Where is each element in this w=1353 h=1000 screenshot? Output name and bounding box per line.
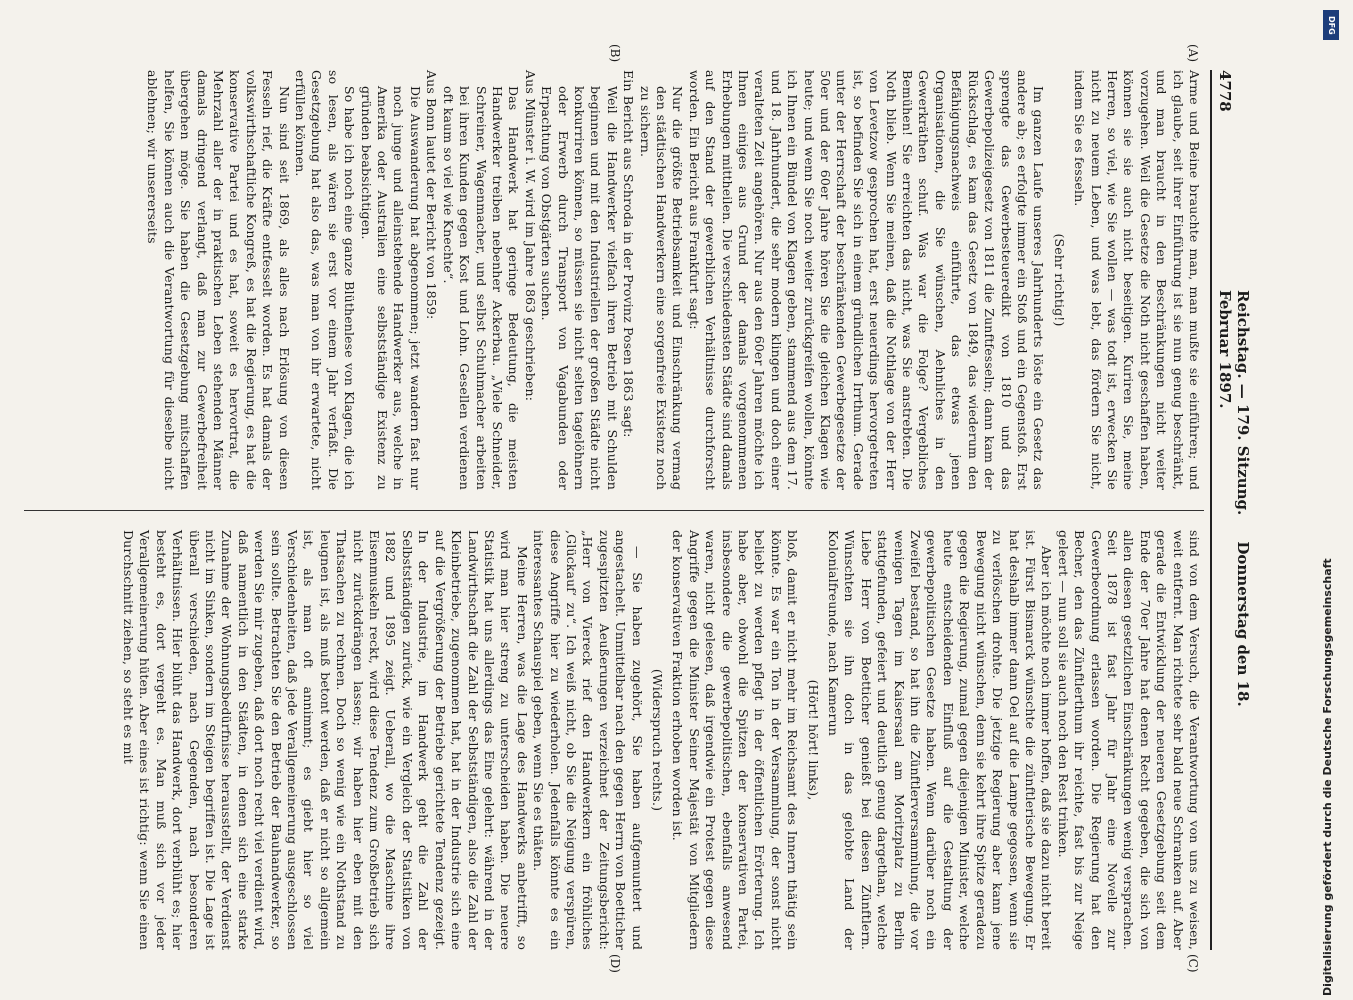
- paragraph: Aus Bonn lautet der Bericht von 1859:: [424, 70, 440, 320]
- dfg-logo: DFG: [1323, 10, 1339, 40]
- paragraph: Im ganzen Laufe unseres Jahrhunderts löste ein Gesetz das andere ab; es erfolgte immer ein Stoß und ein Gegenstoß. Erst sprengte das Gewerbesteueredikt von 1810 und das Gewerbepolizeigesetz von 1811 die Zunftfesseln; dann kam der Rückschlag, es kam das Gesetz von 1849, das wiederum den Befähigungsnachweis einführte, das etwas jenen Organisationen, die Sie wünschen, Aehnliches in den Gewerkräthen schuf. Was war die Folge? Vergebliches Bemühen! Sie erreichten das nicht, was Sie anstrebten. Die Noth blieb. Wenn Sie meinen, daß die Nothlage von der Herr von Levetzow gesprochen hat, erst neuerdings hervorgetreten ist, so befinden Sie sich in einem gründlichen Irrthum. Gerade unter der Herrschaft der beschränkenden Gewerbegesetze der 50er und der 60er Jahre hören Sie die gleichen Klagen wie heute; und wenn Sie noch weiter zurückgreifen wollen, könnte ich Ihnen ein Bündel von Klagen geben, stammend aus dem 17. und 18. Jahrhundert, die sehr modern klingen und doch einer veralteten Zeit angehören. Nur aus den 60er Jahren möchte ich Ihnen einiges aus Grund der damals vorgenommenen Erhebungen mittheilen. Die verschiedensten Städte sind damals auf den Stand der gewerblichen Verhältnisse durchforscht worden. Ein Bericht aus Frankfurt sagt:: [686, 70, 1047, 490]
- paragraph: sind von dem Versuch, die Verantwortung von uns zu weisen, weit entfernt. Man richtete sehr bald neue Schranken auf. Aber gerade die Entwicklung der neueren Gesetzgebung seit dem Ende der 70er Jahre hat denen Recht gegeben, die sich von allen diesen gesetzlichen Einschränkungen wenig versprachen. Seit 1878 ist fast Jahr für Jahr eine Novelle zur Gewerbeordnung erlassen worden. Die Regierung hat den Becher, den das Zünftlerthum ihr reichte, fast bis zur Neige geleert — nun soll sie auch noch den Rest trinken.: [1055, 530, 1202, 950]
- paragraph: — Sie haben zugehört, Sie haben aufgemuntert und angestachelt. Unmittelbar nach den gegen Herrn von Boetticher zugespitzten Aeußerungen verzeichnet der Zeitungsbericht: „Herr von Viereck rief den Handwerkern ein fröhliches ‚Glückauf‘ zu“. Ich weiß nicht, ob Sie die Neigung verspüren, diese Angriffe hier zu wiederholen. Jedenfalls könnte es ein interessantes Schauspiel geben, wenn Sie es thäten.: [531, 530, 645, 950]
- marker-a: (A): [1186, 44, 1200, 63]
- paragraph: So habe ich noch eine ganze Blüthenlese von Klagen, die ich so lesen, als wären sie erst vor einem Jahr verfaßt. Die Gesetzgebung hat also das, was man von ihr erwartete, nicht erfüllen können.: [293, 70, 358, 490]
- watermark-text: Digitalisierung gefördert durch die Deutsche Forschungsgemeinschaft: [1321, 558, 1334, 996]
- marker-b: (B): [608, 44, 622, 63]
- marker-d: (D): [608, 954, 622, 973]
- header-title: [1216, 290, 1252, 730]
- interjection: (Widerspruch rechts.): [650, 668, 665, 812]
- paragraph: bloß, damit er nicht mehr im Reichsamt des Innern thätig sein könnte. Es war ein Ton in der Versammlung, der sonst nicht beliebt zu werden pflegt in der öffentlichen Erörterung. Ich habe aber, obwohl die Spitzen der konservativen Partei, insbesondere die gewerbepolitischen, ebenfalls anwesend waren, nicht gelesen, daß irgendwie ein Protest gegen diese Angriffe gegen die Minister Seiner Majestät von Mitgliedern der konservativen Fraktion erhoben worden ist.: [670, 530, 801, 950]
- header-session: Reichstag. — 179. Sitzung.: [1234, 290, 1252, 516]
- page-number: 4778: [1216, 70, 1234, 112]
- column-divider: [24, 510, 1204, 511]
- quotation: Die Auswanderung hat abgenommen; jetzt wandern fast nur noch junge und alleinstehende Handwerker aus, welche in Amerika oder Australien eine selbstständige Existenz zu gründen beabsichtigen.: [358, 86, 423, 490]
- marker-c: (C): [1186, 954, 1200, 973]
- paragraph: Aber ich möchte noch immer hoffen, daß sie dazu nicht bereit ist. Fürst Bismarck wünschte die zünftlerische Bewegung. Er hat deshalb immer dann Oel auf die Lampe gegossen, wenn sie zu verlöschen drohte. Die jetzige Regierung aber kann jene Bewegung nicht wünschen, denn sie kehrt ihre Spitze geradezu gegen die Regierung, zumal gegen diejenigen Minister, welche heute entscheidenden Einfluß auf die Gestaltung der gewerbepolitischen Gesetze haben. Wenn darüber noch ein Zweifel bestand, so hat ihn die Zünftlerversammlung, die vor wenigen Tagen im Kaisersaal am Moritzplatz zu Berlin stattgefunden, gefeiert und deutlich genug dargethan, welche Liebe Herr von Boetticher genießt bei diesen Zünftlern. Wünschten sie ihn doch in das gelobte Land der Kolonialfreunde, nach Kamerun: [826, 530, 1055, 950]
- digitization-watermark: [1319, 6, 1349, 996]
- paragraph: Nun sind seit 1869, als alles nach Erlösung von diesen Fesseln rief, die Kräfte entfesselt worden. Es hat damals der volkswirthschaftliche Kongreß, es hat die Regierung, es hat die konservative Partei und es hat, soweit es hervortrat, die Mehrzahl aller der in praktischen Leben stehenden Männer damals dringend verlangt, daß man zur Gewerbefreiheit übergehen möge. Sie haben die Gesetzgebung mitschaffen helfen, Sie können auch die Verantwortung für dieselbe nicht ablehnen; wir unsererseits: [145, 70, 292, 490]
- quotation: Weil die Handwerker vielfach ihren Betrieb mit Schulden beginnen und mit den Industriellen der großen Städte nicht konkurriren können, so müssen sie nicht selten tagelöhnern oder Erwerb durch Transport von Vagabunden oder Erpachtung von Obstgärten suchen.: [539, 86, 620, 490]
- interjection: (Sehr richtig!): [1051, 233, 1067, 327]
- paragraph: Meine Herren, was die Lage des Handwerks anbetrifft, so wird man hier streng zu unterscheiden haben. Die neuere Statistik hat uns allerdings das Eine gelehrt: während in der Landwirthschaft die Zahl der Selbstständigen, also die Zahl der Kleinbetriebe, zugenommen hat, hat in der Industrie sich eine auf die Vergrößerung der Betriebe gerichtete Tendenz gezeigt. In der Industrie, im Handwerk geht die Zahl der Selbstständigen zurück, wie ein Vergleich der Statistiken von 1882 und 1895 zeigt. Ueberall, wo die Maschine ihre Eisenmuskeln reckt, wird diese Tendenz zum Großbetrieb sich nicht zurückdrängen lassen; wir haben hier eben mit den Thatsachen zu rechnen. Doch so wenig wie ein Nothstand zu leugnen ist, als muß betont werden, daß er nicht so allgemein ist, als man oft annimmt; es giebt hier so viel Verschiedenheiten, daß jede Verallgemeinerung ausgeschlossen sein sollte. Betrachten Sie den Betrieb der Bauhandwerker, so werden Sie mir zugeben, daß dort noch recht viel verdient wird, daß namentlich in den Städten, in denen sich eine starke Zunahme der Wohnungsbedürfnisse herausstellt, der Verdienst nicht im Sinken, sondern im Steigen begriffen ist. Die Lage ist überall verschieden, nach Gegenden, nach besonderen Verhältnissen. Hier blüht das Handwerk, dort verblüht es; hier besteht es, dort vergeht es. Man muß sich vor jeder Verallgemeinerung hüten. Aber eines ist richtig: wenn Sie einen Durchschnitt ziehen, so steht es mit: [121, 530, 530, 950]
- interjection: (Hört! hört! links),: [805, 679, 821, 801]
- newspaper-page: [32, 44, 1252, 973]
- page-header: [1210, 70, 1252, 950]
- left-column: [144, 70, 1202, 490]
- right-column: [120, 530, 1202, 950]
- paragraph: Aus Münster i. W. wird im Jahre 1863 geschrieben:: [522, 70, 538, 402]
- header-date: Donnerstag den 18. Februar 1897.: [1216, 290, 1252, 707]
- quotation: Das Handwerk hat geringe Bedeutung, die meisten Handwerker treiben nebenher Ackerbau. „Viele Schneider, Schreiner, Wagenmacher, und selbst Schuhmacher arbeiten bei ihren Kunden gegen Kost und Lohn. Gesellen verdienen oft kaum so viel wie Knechte“.: [440, 86, 522, 490]
- quotation: Nur die größte Betriebsamkeit und Einschränkung vermag den städtischen Handwerkern eine sorgenfreie Existenz noch zu sichern.: [637, 86, 686, 490]
- paragraph: Arme und Beine brauchte man, man mußte sie einführen; und ich glaube, seit ihrer Einführung ist sie nun genug beschränkt, und man braucht in den Beschränkungen nicht weiter vorzugehen. Weil die Gesetze die Noth nicht geschaffen haben, können sie sie auch nicht beseitigen. Kuriren Sie, meine Herren, so viel, wie Sie wollen — was todt ist, erwecken Sie nicht zu neuem Leben, und was lebt, das fördern Sie nicht, indem Sie es fesseln.: [1072, 70, 1202, 490]
- paragraph: Ein Bericht aus Schroda in der Provinz Posen 1863 sagt:: [621, 70, 637, 438]
